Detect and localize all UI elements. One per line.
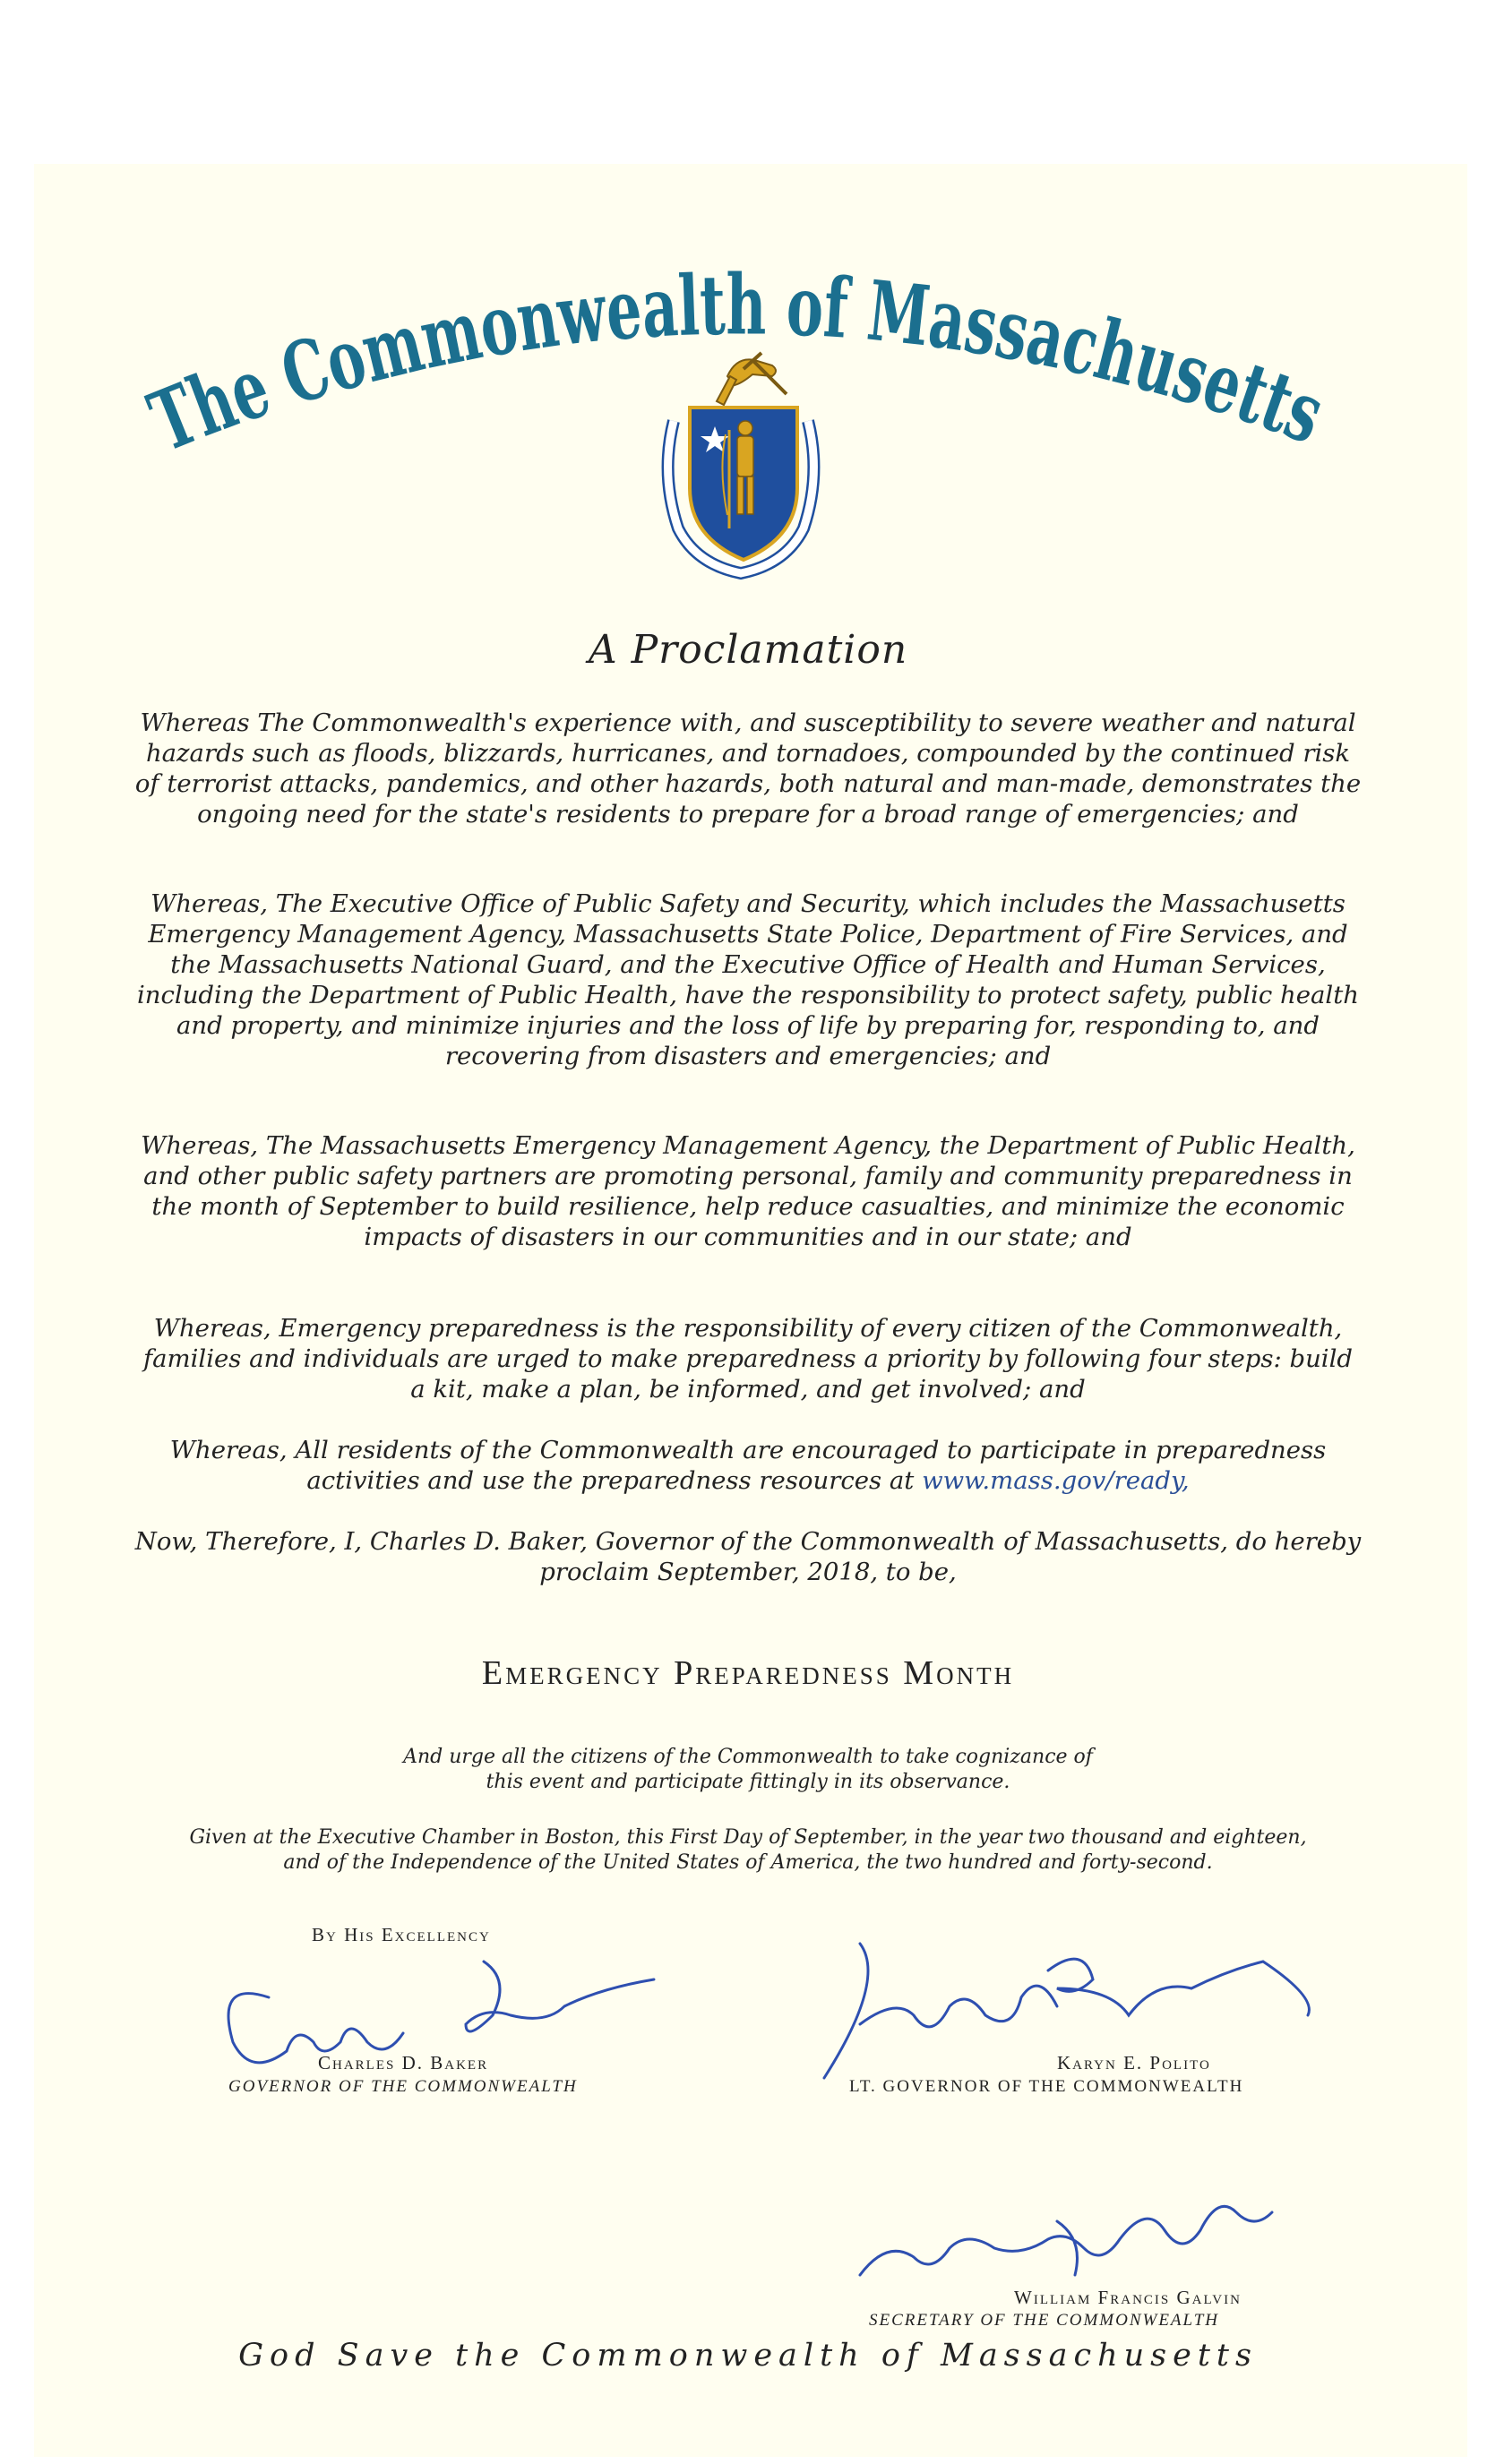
whereas-paragraph-2: Whereas, The Executive Office of Public Safety and Security, which includes the Massachusetts Emergency Management Agency, Massachusetts State Police, Department of Fire Services, and the Massachusetts National Guard, and the Executive Office of Health and Human Services, including the Department of Public Health, have the responsibility to protect safety, public health and property, and minimize injuries and the loss of life by preparing for, responding to, and recovering from disasters and emergencies; and bbox=[137, 889, 1359, 1070]
governor-name: Charles D. Baker bbox=[318, 2052, 489, 2073]
whereas-paragraph-4: Whereas, Emergency preparedness is the responsibility of every citizen of the Commonwealth, families and individuals are urged to make preparedness a priority by following four steps: build a kit, make a plan, be informed, and get involved; and bbox=[142, 1314, 1353, 1404]
proclamation-title: A Proclamation bbox=[588, 627, 908, 673]
given-paragraph: Given at the Executive Chamber in Boston, this First Day of September, in the year two thousand and eighteen, and of the Independence of the United States of America, the two hundred and forty-second. bbox=[189, 1826, 1307, 1874]
lt-governor-title: LT. GOVERNOR OF THE COMMONWEALTH bbox=[849, 2077, 1244, 2096]
header-title: The Commonwealth of Massachusetts bbox=[136, 256, 1351, 471]
whereas-paragraph-1: Whereas The Commonwealth's experience with, and susceptibility to severe weather and natural hazards such as floods, blizzards, hurricanes, and tornadoes, compounded by the continued risk of terrorist attacks, pandemics, and other hazards, both natural and man-made, demonstrates the ongoing need for the state's residents to prepare for a broad range of emergencies; and bbox=[134, 708, 1362, 828]
urge-paragraph: And urge all the citizens of the Commonwealth to take cognizance of this event and participate fittingly in its observance. bbox=[403, 1746, 1093, 1793]
secretary-title: SECRETARY OF THE COMMONWEALTH bbox=[869, 2311, 1220, 2330]
governor-title: GOVERNOR OF THE COMMONWEALTH bbox=[228, 2077, 578, 2096]
preparedness-link[interactable]: www.mass.gov/ready, bbox=[922, 1466, 1190, 1495]
month-title: Emergency Preparedness Month bbox=[481, 1654, 1015, 1692]
secretary-name: William Francis Galvin bbox=[1014, 2287, 1242, 2308]
lt-governor-name: Karyn E. Polito bbox=[1057, 2052, 1211, 2073]
footer-motto: God Save the Commonwealth of Massachusetts bbox=[238, 2338, 1258, 2374]
governor-signature bbox=[228, 1962, 654, 2063]
paragraph-5-text: Whereas, All residents of the Commonwealth are encouraged to participate in preparedness activities and use the preparedness resources at bbox=[169, 1436, 1327, 1495]
now-therefore-paragraph: Now, Therefore, I, Charles D. Baker, Governor of the Commonwealth of Massachusetts, do hereby proclaim September, 2018, to be, bbox=[134, 1527, 1362, 1586]
secretary-signature bbox=[860, 2206, 1272, 2275]
by-his-excellency: By His Excellency bbox=[312, 1924, 491, 1945]
whereas-paragraph-3: Whereas, The Massachusetts Emergency Management Agency, the Department of Public Health, and other public safety partners are promoting personal, family and community preparedness in the month of September to build resilience, help reduce casualties, and minimize the economic impacts of disasters in our communities and in our state; and bbox=[141, 1131, 1355, 1251]
